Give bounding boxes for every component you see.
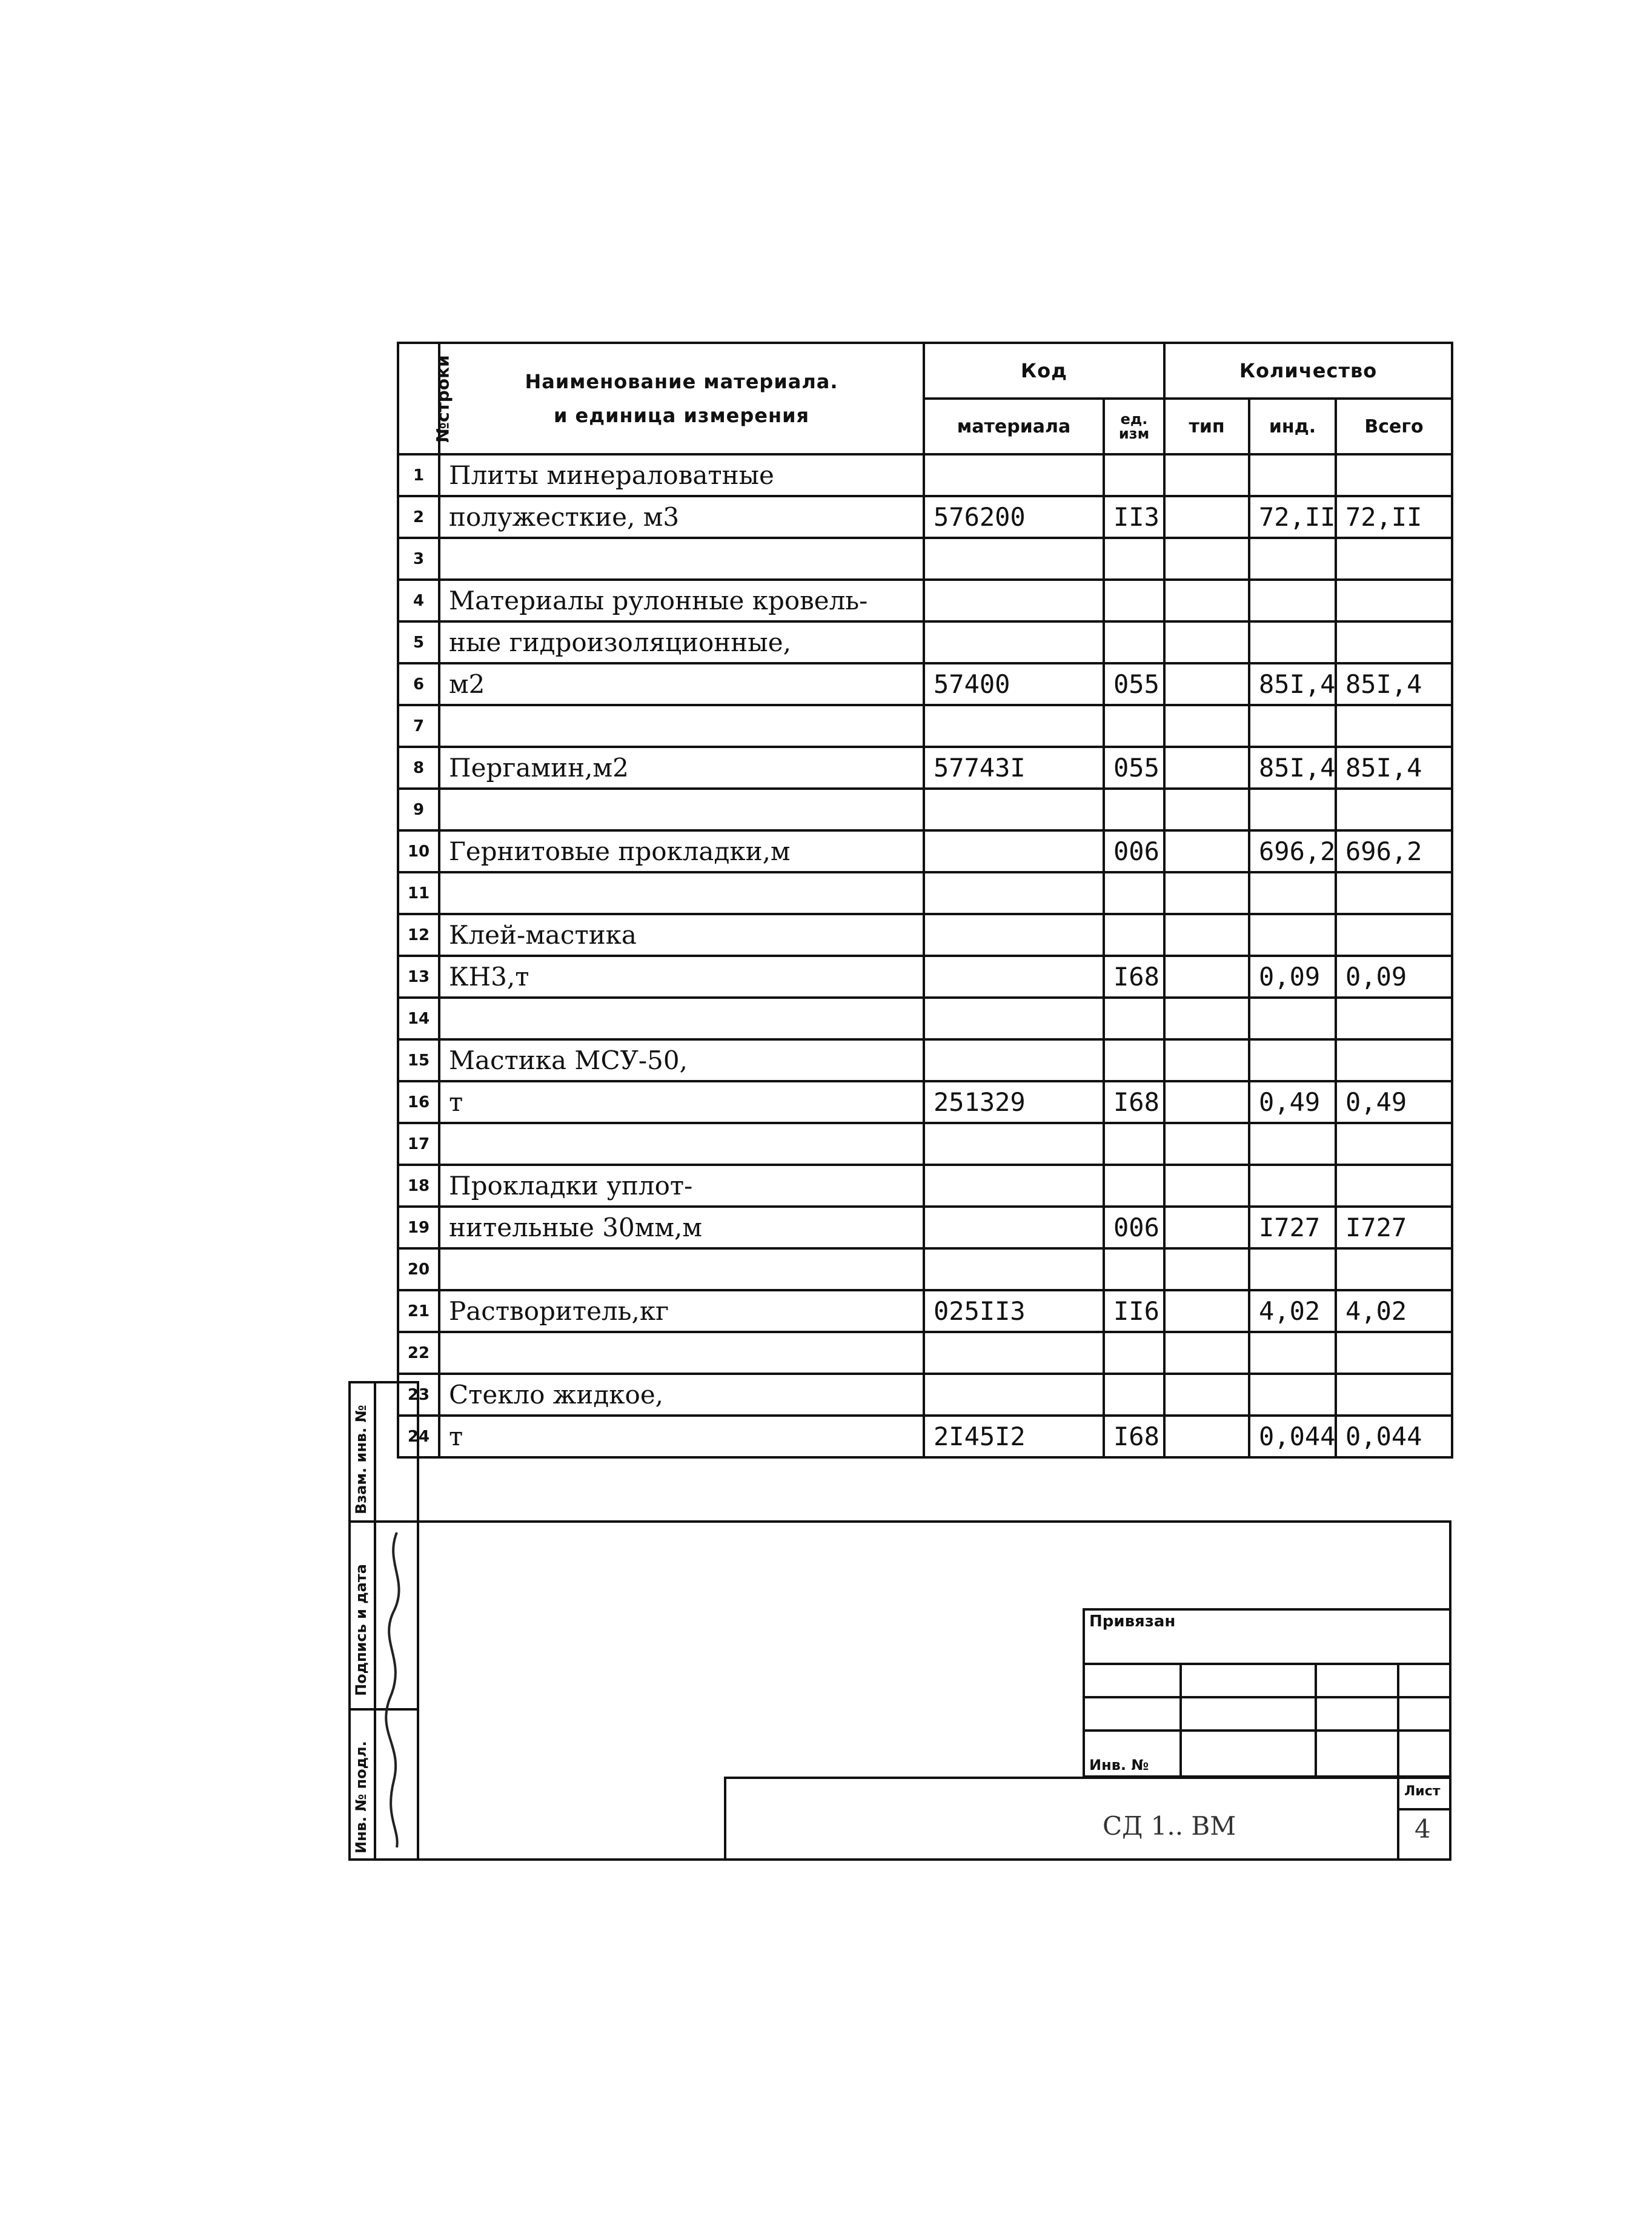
- total-value: [1336, 1123, 1452, 1165]
- ind-value: [1249, 454, 1336, 496]
- ind-value: 0,044: [1249, 1416, 1336, 1457]
- code-header: Код: [924, 343, 1164, 399]
- unit-code: 006: [1104, 830, 1164, 872]
- swap-inv-label: Взам. инв. №: [353, 1405, 370, 1514]
- material-code-header: материала: [924, 399, 1104, 454]
- ind-value: [1249, 1039, 1336, 1081]
- table-row: [398, 1416, 1452, 1457]
- unit-code: [1104, 914, 1164, 956]
- material-code: [924, 621, 1104, 663]
- material-name: Мастика МСУ-50,: [439, 1039, 924, 1081]
- type-value: [1164, 1123, 1249, 1165]
- frame-line-top: [417, 1520, 1451, 1523]
- side-stamp-div1: [348, 1520, 419, 1523]
- ind-value: [1249, 914, 1336, 956]
- bound-vline1: [1179, 1663, 1182, 1778]
- inv-orig-label: Инв. № подл.: [353, 1741, 370, 1853]
- material-name: полужесткие, м3: [439, 496, 924, 538]
- material-name: [439, 872, 924, 914]
- ind-value: [1249, 621, 1336, 663]
- type-value: [1164, 621, 1249, 663]
- name-header-line2: и единица измерения: [553, 404, 810, 427]
- ind-value: [1249, 1332, 1336, 1374]
- material-code: [924, 1165, 1104, 1207]
- ind-value: [1249, 1374, 1336, 1416]
- row-number: 4: [398, 580, 439, 621]
- total-value: [1336, 1248, 1452, 1290]
- type-value: [1164, 914, 1249, 956]
- ind-value: [1249, 538, 1336, 580]
- row-number: 3: [398, 538, 439, 580]
- table-row: [398, 956, 1452, 998]
- sheet-label: Лист: [1404, 1784, 1441, 1799]
- total-value: [1336, 1039, 1452, 1081]
- total-value: [1336, 872, 1452, 914]
- type-value: [1164, 1165, 1249, 1207]
- ind-value: 85I,4: [1249, 663, 1336, 705]
- material-name: м2: [439, 663, 924, 705]
- row-number: 1: [398, 454, 439, 496]
- row-number: 9: [398, 789, 439, 830]
- total-value: [1336, 1374, 1452, 1416]
- type-value: [1164, 1248, 1249, 1290]
- total-value: [1336, 1332, 1452, 1374]
- table-row: [398, 454, 1452, 496]
- document-code: СД 1.. ВМ: [1103, 1811, 1236, 1841]
- table-row: [398, 1248, 1452, 1290]
- table-row: [398, 872, 1452, 914]
- unit-code: [1104, 1374, 1164, 1416]
- unit-code: 006: [1104, 1207, 1164, 1248]
- type-value: [1164, 830, 1249, 872]
- bound-hline2: [1083, 1696, 1451, 1698]
- total-value: 0,49: [1336, 1081, 1452, 1123]
- bound-vline3: [1397, 1663, 1399, 1778]
- unit-code: [1104, 872, 1164, 914]
- table-row: [398, 538, 1452, 580]
- material-code: [924, 789, 1104, 830]
- material-code: [924, 1039, 1104, 1081]
- type-value: [1164, 998, 1249, 1039]
- row-number: 15: [398, 1039, 439, 1081]
- total-header: Всего: [1336, 399, 1452, 454]
- total-value: 85I,4: [1336, 747, 1452, 789]
- material-name: Пергамин,м2: [439, 747, 924, 789]
- row-number: 21: [398, 1290, 439, 1332]
- type-header: тип: [1164, 399, 1249, 454]
- material-name: нительные 30мм,м: [439, 1207, 924, 1248]
- material-name: Растворитель,кг: [439, 1290, 924, 1332]
- unit-header-line1: ед.: [1120, 411, 1148, 428]
- ind-value: [1249, 1123, 1336, 1165]
- material-code: 57743I: [924, 747, 1104, 789]
- type-value: [1164, 747, 1249, 789]
- table-row: [398, 747, 1452, 789]
- unit-code: I68: [1104, 1416, 1164, 1457]
- material-name: т: [439, 1081, 924, 1123]
- type-value: [1164, 1081, 1249, 1123]
- table-row: [398, 914, 1452, 956]
- type-value: [1164, 956, 1249, 998]
- ind-value: [1249, 998, 1336, 1039]
- ind-value: [1249, 1165, 1336, 1207]
- total-value: [1336, 998, 1452, 1039]
- table-row: [398, 789, 1452, 830]
- material-code: [924, 1332, 1104, 1374]
- type-value: [1164, 1374, 1249, 1416]
- row-number: 10: [398, 830, 439, 872]
- total-value: 85I,4: [1336, 663, 1452, 705]
- table-row: [398, 1207, 1452, 1248]
- material-code: [924, 580, 1104, 621]
- material-code: [924, 1248, 1104, 1290]
- ind-value: 4,02: [1249, 1290, 1336, 1332]
- type-value: [1164, 1207, 1249, 1248]
- row-number: 11: [398, 872, 439, 914]
- ind-value: 696,2: [1249, 830, 1336, 872]
- ind-value: [1249, 705, 1336, 747]
- table-row: [398, 1290, 1452, 1332]
- material-name: Прокладки уплот-: [439, 1165, 924, 1207]
- quantity-header: Количество: [1164, 343, 1452, 399]
- row-number: 22: [398, 1332, 439, 1374]
- total-value: 4,02: [1336, 1290, 1452, 1332]
- total-value: [1336, 454, 1452, 496]
- materials-table-body: [398, 454, 1452, 1457]
- row-number: 23: [398, 1374, 439, 1416]
- material-name: [439, 998, 924, 1039]
- ind-header: инд.: [1249, 399, 1336, 454]
- material-code: 2I45I2: [924, 1416, 1104, 1457]
- ind-value: I727: [1249, 1207, 1336, 1248]
- material-code: [924, 1207, 1104, 1248]
- bound-label: Привязан: [1089, 1612, 1176, 1631]
- material-code: [924, 872, 1104, 914]
- row-number: 24: [398, 1416, 439, 1457]
- bound-vline2: [1315, 1663, 1317, 1778]
- unit-header-line2: изм: [1118, 425, 1150, 442]
- title-block-hline: [1397, 1808, 1451, 1810]
- unit-code: [1104, 1165, 1164, 1207]
- material-name: Гернитовые прокладки,м: [439, 830, 924, 872]
- ind-value: 72,II: [1249, 496, 1336, 538]
- total-value: 0,09: [1336, 956, 1452, 998]
- type-value: [1164, 454, 1249, 496]
- ind-value: [1249, 580, 1336, 621]
- row-number: 6: [398, 663, 439, 705]
- total-value: 696,2: [1336, 830, 1452, 872]
- material-name: [439, 705, 924, 747]
- unit-code: [1104, 580, 1164, 621]
- ind-value: [1249, 789, 1336, 830]
- row-number: 14: [398, 998, 439, 1039]
- unit-code: [1104, 1248, 1164, 1290]
- title-block-vline: [1397, 1777, 1399, 1861]
- material-code: [924, 454, 1104, 496]
- total-value: I727: [1336, 1207, 1452, 1248]
- bound-stamp: [1083, 1608, 1451, 1778]
- type-value: [1164, 789, 1249, 830]
- table-row: [398, 1081, 1452, 1123]
- total-value: [1336, 621, 1452, 663]
- material-name: Материалы рулонные кровель-: [439, 580, 924, 621]
- type-value: [1164, 1290, 1249, 1332]
- unit-code: I68: [1104, 1081, 1164, 1123]
- ind-value: [1249, 1248, 1336, 1290]
- ind-value: 0,09: [1249, 956, 1336, 998]
- sign-date-label: Подпись и дата: [353, 1564, 370, 1696]
- total-value: [1336, 914, 1452, 956]
- table-row: [398, 1332, 1452, 1374]
- inv-no-label: Инв. №: [1089, 1757, 1149, 1774]
- type-value: [1164, 872, 1249, 914]
- unit-code: 055: [1104, 663, 1164, 705]
- type-value: [1164, 1416, 1249, 1457]
- total-value: [1336, 538, 1452, 580]
- type-value: [1164, 538, 1249, 580]
- unit-code: [1104, 705, 1164, 747]
- signature-scribble: [379, 1526, 415, 1853]
- unit-code: [1104, 1039, 1164, 1081]
- title-block: [724, 1777, 1451, 1861]
- row-number: 2: [398, 496, 439, 538]
- row-number: 16: [398, 1081, 439, 1123]
- type-value: [1164, 580, 1249, 621]
- material-code: [924, 1374, 1104, 1416]
- table-row: [398, 830, 1452, 872]
- table-row: [398, 621, 1452, 663]
- row-number: 20: [398, 1248, 439, 1290]
- type-value: [1164, 663, 1249, 705]
- unit-code: [1104, 454, 1164, 496]
- table-row: [398, 1165, 1452, 1207]
- unit-code: [1104, 789, 1164, 830]
- material-code: [924, 956, 1104, 998]
- type-value: [1164, 705, 1249, 747]
- material-name: [439, 538, 924, 580]
- table-row: [398, 1374, 1452, 1416]
- total-value: 0,044: [1336, 1416, 1452, 1457]
- table-row: [398, 496, 1452, 538]
- material-code: [924, 830, 1104, 872]
- table-row: [398, 1123, 1452, 1165]
- ind-value: 85I,4: [1249, 747, 1336, 789]
- material-name: Стекло жидкое,: [439, 1374, 924, 1416]
- material-code: [924, 705, 1104, 747]
- sheet-number: 4: [1415, 1814, 1431, 1844]
- row-number: 5: [398, 621, 439, 663]
- row-number: 18: [398, 1165, 439, 1207]
- type-value: [1164, 1039, 1249, 1081]
- total-value: [1336, 789, 1452, 830]
- total-value: [1336, 705, 1452, 747]
- material-code: [924, 914, 1104, 956]
- unit-code: II3: [1104, 496, 1164, 538]
- unit-code: [1104, 998, 1164, 1039]
- material-code: 251329: [924, 1081, 1104, 1123]
- material-code: [924, 538, 1104, 580]
- material-name: [439, 789, 924, 830]
- row-number: 8: [398, 747, 439, 789]
- row-number-header-label: №строки: [433, 354, 453, 443]
- name-header: [439, 343, 924, 454]
- total-value: [1336, 580, 1452, 621]
- material-code: 025II3: [924, 1290, 1104, 1332]
- unit-header: [1104, 399, 1164, 454]
- table-row: [398, 998, 1452, 1039]
- type-value: [1164, 1332, 1249, 1374]
- material-name: [439, 1123, 924, 1165]
- unit-code: II6: [1104, 1290, 1164, 1332]
- row-number-header: [398, 343, 453, 454]
- name-header-line1: Наименование материала.: [525, 370, 838, 393]
- material-name: т: [439, 1416, 924, 1457]
- ind-value: [1249, 872, 1336, 914]
- bound-hline3: [1083, 1729, 1451, 1732]
- table-row: [398, 1039, 1452, 1081]
- material-name: Плиты минераловатные: [439, 454, 924, 496]
- material-name: ные гидроизоляционные,: [439, 621, 924, 663]
- unit-code: [1104, 621, 1164, 663]
- material-code: [924, 1123, 1104, 1165]
- side-stamp-vline: [374, 1381, 376, 1861]
- total-value: [1336, 1165, 1452, 1207]
- material-code: 57400: [924, 663, 1104, 705]
- material-name: [439, 1332, 924, 1374]
- material-name: КН3,т: [439, 956, 924, 998]
- unit-code: I68: [1104, 956, 1164, 998]
- bound-hline1: [1083, 1663, 1451, 1665]
- type-value: [1164, 496, 1249, 538]
- unit-code: 055: [1104, 747, 1164, 789]
- materials-table: [397, 342, 1453, 1459]
- row-number: 7: [398, 705, 439, 747]
- unit-code: [1104, 538, 1164, 580]
- material-code: 576200: [924, 496, 1104, 538]
- table-row: [398, 663, 1452, 705]
- unit-code: [1104, 1123, 1164, 1165]
- total-value: 72,II: [1336, 496, 1452, 538]
- unit-code: [1104, 1332, 1164, 1374]
- table-row: [398, 705, 1452, 747]
- material-name: Клей-мастика: [439, 914, 924, 956]
- table-row: [398, 580, 1452, 621]
- ind-value: 0,49: [1249, 1081, 1336, 1123]
- row-number: 19: [398, 1207, 439, 1248]
- material-code: [924, 998, 1104, 1039]
- row-number: 17: [398, 1123, 439, 1165]
- material-name: [439, 1248, 924, 1290]
- header-row-top: [398, 343, 1452, 399]
- row-number: 13: [398, 956, 439, 998]
- row-number: 12: [398, 914, 439, 956]
